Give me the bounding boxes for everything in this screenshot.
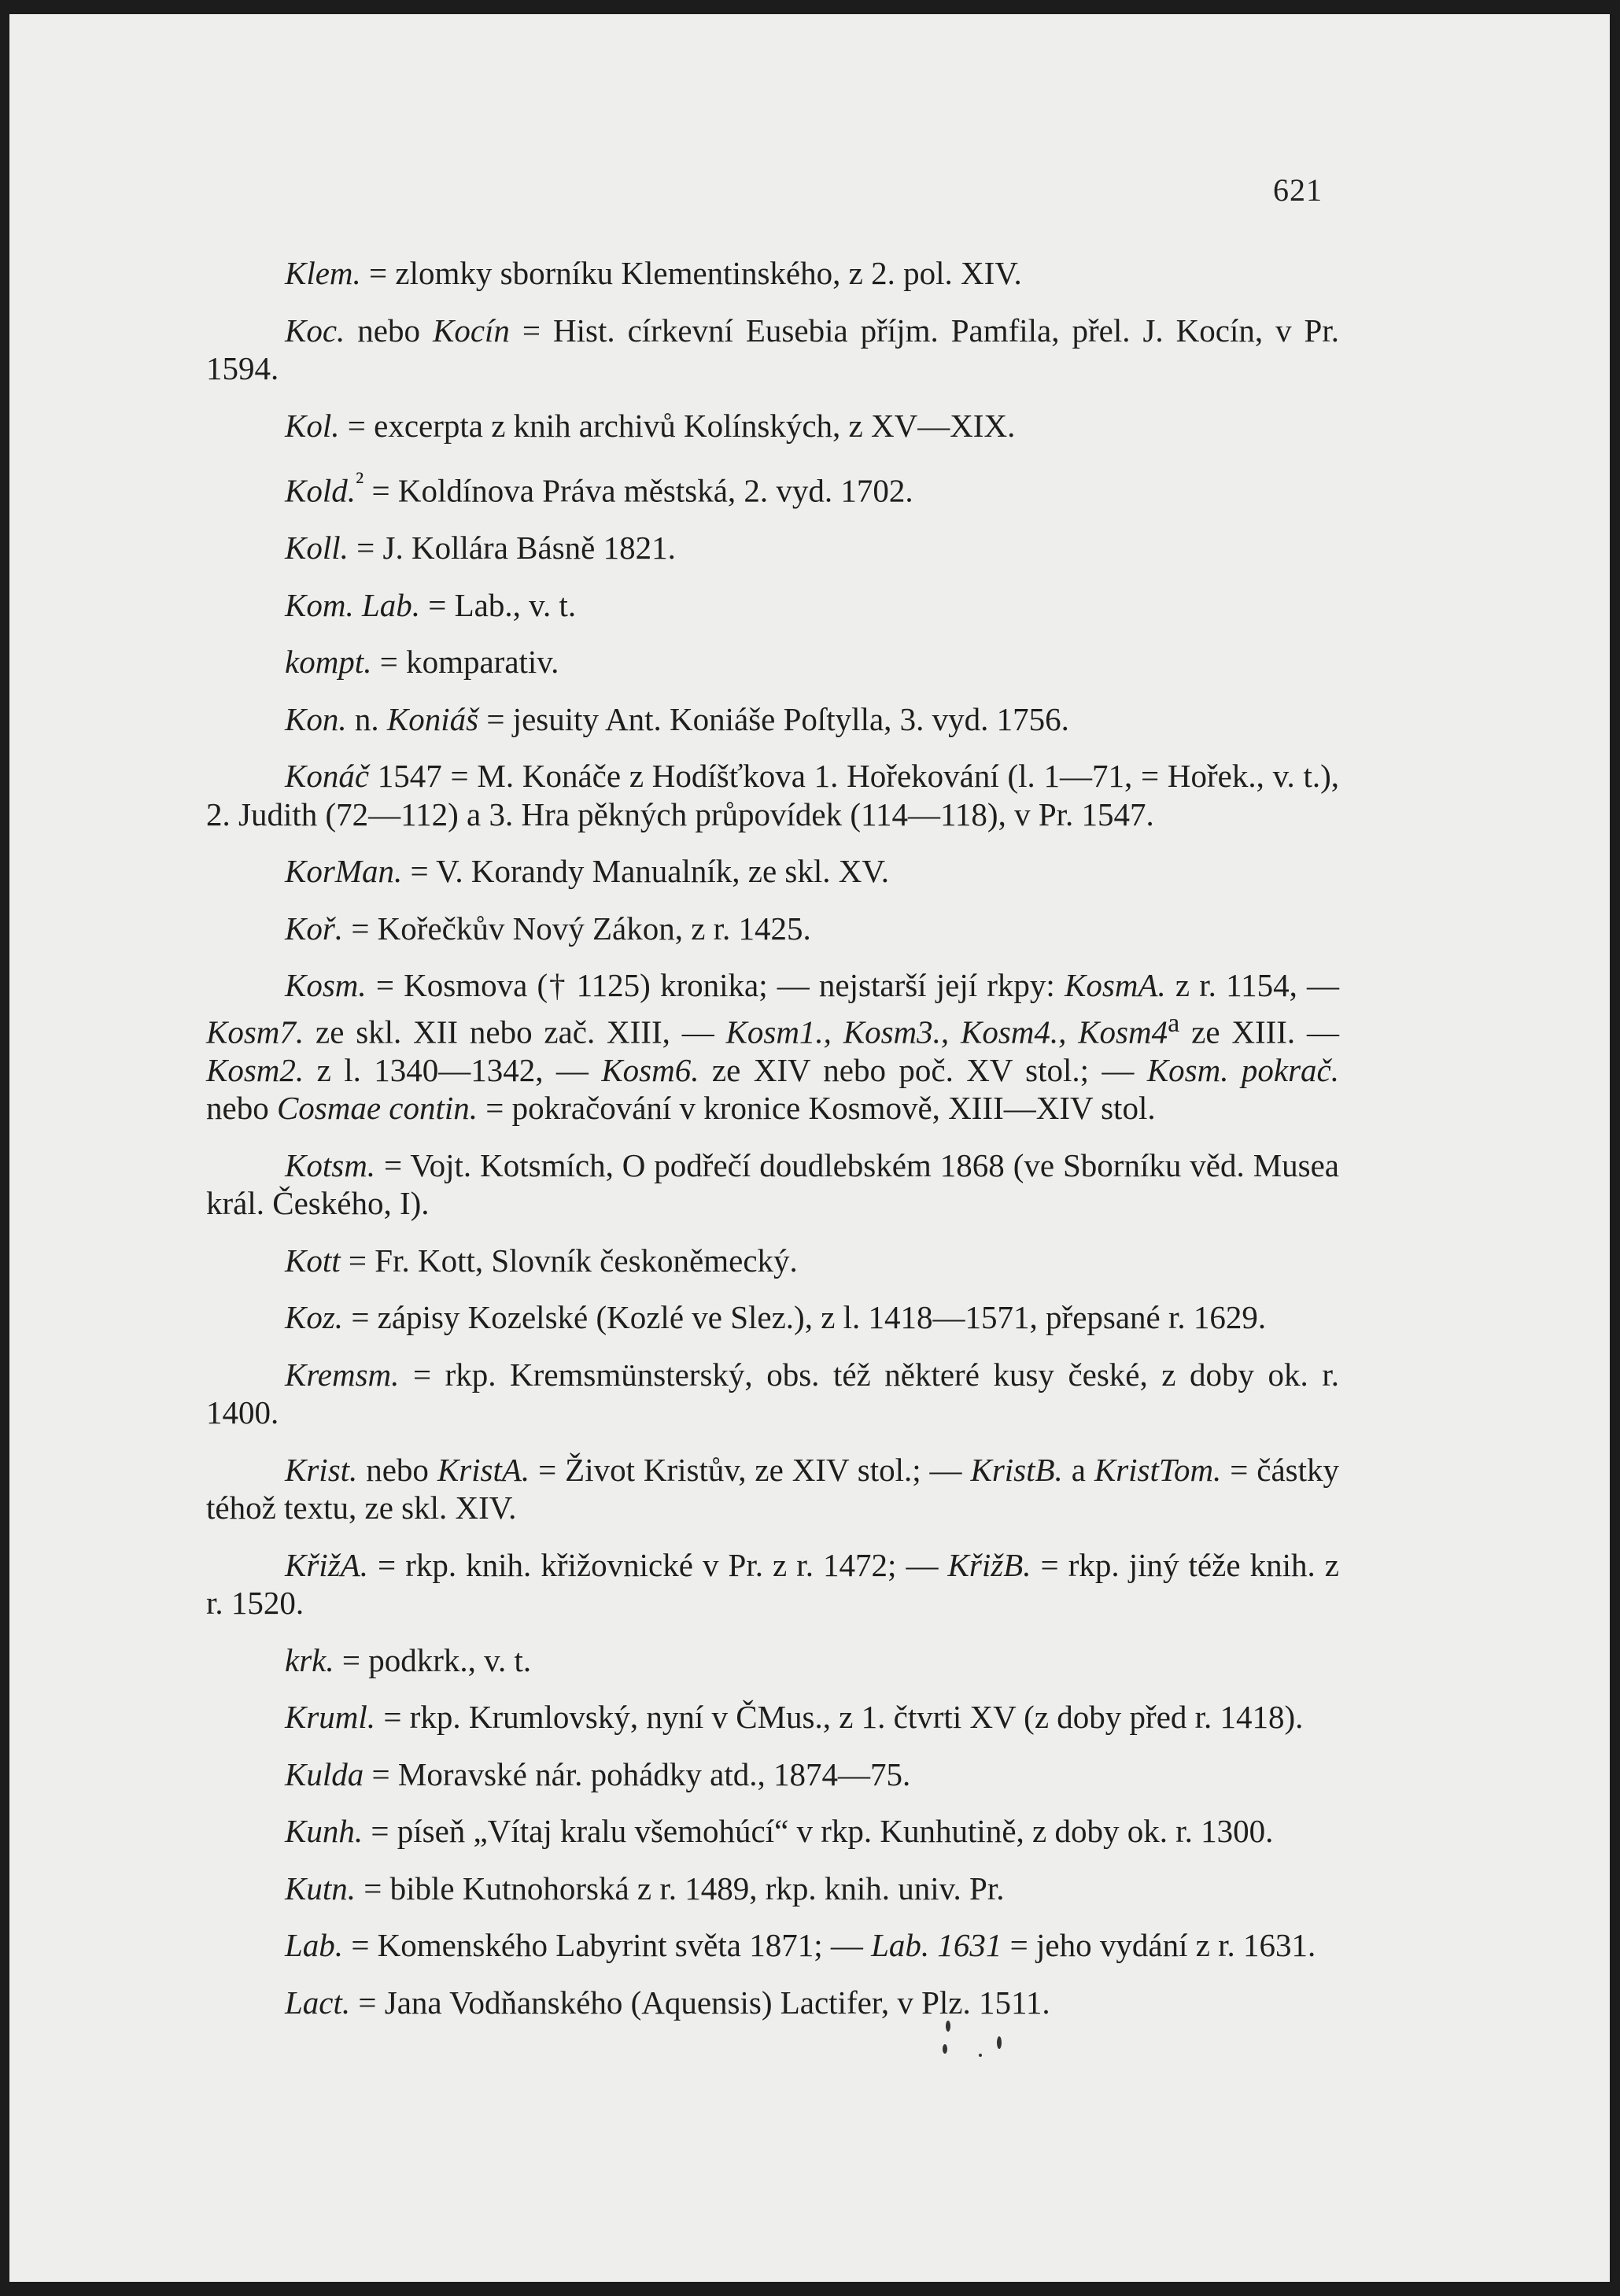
abbreviation: KristA. [437,1451,530,1488]
abbreviation: Lact. [285,1984,351,2021]
abbreviation-entry [206,1926,1339,1965]
abbreviation-entry [206,1546,1339,1622]
abbreviation: Kon. [285,700,347,737]
abbreviation-entry [206,1356,1339,1432]
abbreviation: Kosm7. [206,1013,304,1050]
abbreviation-entry [206,1812,1339,1851]
abbreviation: KřižA. [285,1546,368,1583]
abbreviation: Kosm. pokrač. [1146,1051,1340,1088]
abbreviation: Kosm6. [601,1051,699,1088]
definition-text: = rkp. knih. křižovnické v Pr. z r. 1472; — [367,1546,948,1583]
abbreviation: Kruml. [285,1699,376,1736]
page-number: 621 [1273,172,1323,208]
abbreviation: Kocín [432,312,510,349]
abbreviation: Koc. [285,312,345,349]
definition-text: = Lab., v. t. [420,586,577,623]
abbreviation-entry [206,1298,1339,1337]
abbreviation: Kremsm. [285,1356,400,1393]
abbreviation: Kom. Lab. [285,586,421,623]
abbreviation: Kotsm. [285,1146,376,1183]
definition-text: = zlomky sborníku Klementinského, z 2. pol. XIV. [360,255,1022,291]
book-page [9,14,1610,2282]
abbreviation: Lab. 1631 [871,1927,1002,1964]
abbreviation: Koniáš [386,700,479,737]
abbreviation-entry [206,463,1339,510]
abbreviation: Kol. [285,407,340,444]
definition-text: = Komenského Labyrint světa 1871; — [343,1927,872,1964]
definition-text: = rkp. jiný téže knih. z r. 1520. [206,1546,1339,1622]
superscript: ² [356,467,364,496]
abbreviation-entry [206,757,1339,833]
abbreviation-entry [206,966,1339,1128]
definition-text: = J. Kollára Básně 1821. [348,530,676,567]
definition-text: = Kořečkův Nový Zákon, z r. 1425. [343,910,811,947]
definition-text: = komparativ. [371,644,559,681]
definition-text: = Život Kristův, ze XIV stol.; — [530,1451,971,1488]
abbreviation: KřižB. [947,1546,1031,1583]
definition-text: = Kosmova († 1125) kronika; — nejstarší její rkpy: [366,967,1065,1004]
print-speck [979,2054,982,2057]
abbreviation-entry [206,852,1339,891]
definition-text: = Koldínova Práva městská, 2. vyd. 1702. [363,472,913,509]
print-speck [997,2036,1002,2049]
superscript: a [1168,1008,1180,1038]
definition-text: = pokračování v kronice Kosmově, XIII—XIV stol. [478,1090,1156,1127]
definition-text: = Fr. Kott, Slovník českoněmecký. [340,1242,798,1279]
definition-text: = rkp. Kremsmünsterský, obs. též některé kusy české, z doby ok. r. 1400. [206,1356,1339,1431]
definition-text: = jesuity Ant. Koniáše Poſtylla, 3. vyd. 1756. [478,700,1069,737]
definition-text: = Jana Vodňanského (Aquensis) Lactifer, v Plz. 1511. [350,1984,1050,2021]
abbreviation-entry [206,312,1339,388]
abbreviation: Kulda [285,1755,364,1792]
abbreviation-entry [206,700,1339,739]
abbreviation: KristB. [970,1451,1063,1488]
abbreviation: Koř. [285,910,344,947]
abbreviation-entry [206,254,1339,293]
definition-text: nebo [357,1451,437,1488]
abbreviation: Cosmae contin. [276,1090,478,1127]
abbreviation: Kosm. [285,967,367,1004]
abbreviation-entry [206,1870,1339,1908]
definition-text: = bible Kutnohorská z r. 1489, rkp. knih. univ. Pr. [356,1870,1005,1907]
abbreviation-entry [206,1641,1339,1680]
abbreviation: Koll. [285,530,349,567]
definition-text: a [1062,1451,1094,1488]
definition-text: ze skl. XII nebo zač. XIII, — [304,1013,726,1050]
definition-text: z r. 1154, — [1165,967,1339,1004]
abbreviation: krk. [285,1641,334,1678]
abbreviation: Konáč [285,758,370,795]
abbreviation-entry [206,1242,1339,1280]
abbreviation: KristTom. [1094,1451,1222,1488]
definition-text: nebo [206,1090,277,1127]
abbreviation: KosmA. [1065,967,1166,1004]
definition-text: ze XIII. — [1179,1013,1339,1050]
abbreviation: Krist. [285,1451,358,1488]
definition-text: = zápisy Kozelské (Kozlé ve Slez.), z l. 1418—1571, přepsané r. 1629. [343,1299,1267,1336]
abbreviation: Lab. [285,1927,344,1964]
abbreviation: Koz. [285,1299,344,1336]
abbreviation: Kosm1., Kosm3., Kosm4., Kosm4 [725,1013,1168,1050]
definition-text: = jeho vydání z r. 1631. [1002,1927,1316,1964]
abbreviation-entry [206,1146,1339,1223]
definition-text: 1547 = M. Konáče z Hodíšťkova 1. Hořekování (l. 1—71, = Hořek., v. t.), 2. Judith (72—112) a 3. Hra pěkných průpovídek (114—118), v Pr. 1547. [206,758,1339,832]
abbreviation-entry [206,1984,1339,2022]
abbreviation-entry [206,1698,1339,1737]
definition-text: z l. 1340—1342, — [304,1051,602,1088]
abbreviation-entry [206,1451,1339,1527]
definition-text: = rkp. Krumlovský, nyní v ČMus., z 1. čtvrti XV (z doby před r. 1418). [375,1699,1304,1736]
abbreviation: Klem. [285,255,361,291]
definition-text: = píseň „Vítaj kralu všemohúcí“ v rkp. Kunhutině, z doby ok. r. 1300. [363,1813,1274,1850]
abbreviation: Kosm2. [206,1051,304,1088]
definition-text: = V. Korandy Manualník, ze skl. XV. [402,853,889,890]
print-speck [943,2044,947,2054]
abbreviation-entry [206,1755,1339,1794]
abbreviation-entry [206,910,1339,948]
abbreviation: Kott [285,1242,341,1279]
abbreviation: Kutn. [285,1870,356,1907]
definition-text: nebo [345,312,433,349]
definition-text: = částky téhož textu, ze skl. XIV. [206,1451,1339,1526]
abbreviation: Kunh. [285,1813,363,1850]
definition-text: = Vojt. Kotsmích, O podřečí doudlebském 1868 (ve Sborníku věd. Musea král. Českého, I). [206,1146,1339,1222]
print-speck [946,2021,950,2032]
definition-text: = excerpta z knih archivů Kolínských, z XV—XIX. [339,407,1016,444]
abbreviation-list [206,254,1339,2040]
abbreviation-entry [206,407,1339,445]
abbreviation-entry [206,643,1339,681]
definition-text: = Moravské nár. pohádky atd., 1874—75. [363,1755,911,1792]
abbreviation-entry [206,586,1339,625]
abbreviation-entry [206,529,1339,567]
abbreviation: Kold. [285,472,356,509]
abbreviation: kompt. [285,644,372,681]
definition-text: = podkrk., v. t. [334,1641,532,1678]
definition-text: ze XIV nebo poč. XV stol.; — [699,1051,1147,1088]
definition-text: n. [346,700,387,737]
definition-text: = Hist. církevní Eusebia příjm. Pamfila, přel. J. Kocín, v Pr. 1594. [206,312,1339,386]
abbreviation: KorMan. [285,853,403,890]
